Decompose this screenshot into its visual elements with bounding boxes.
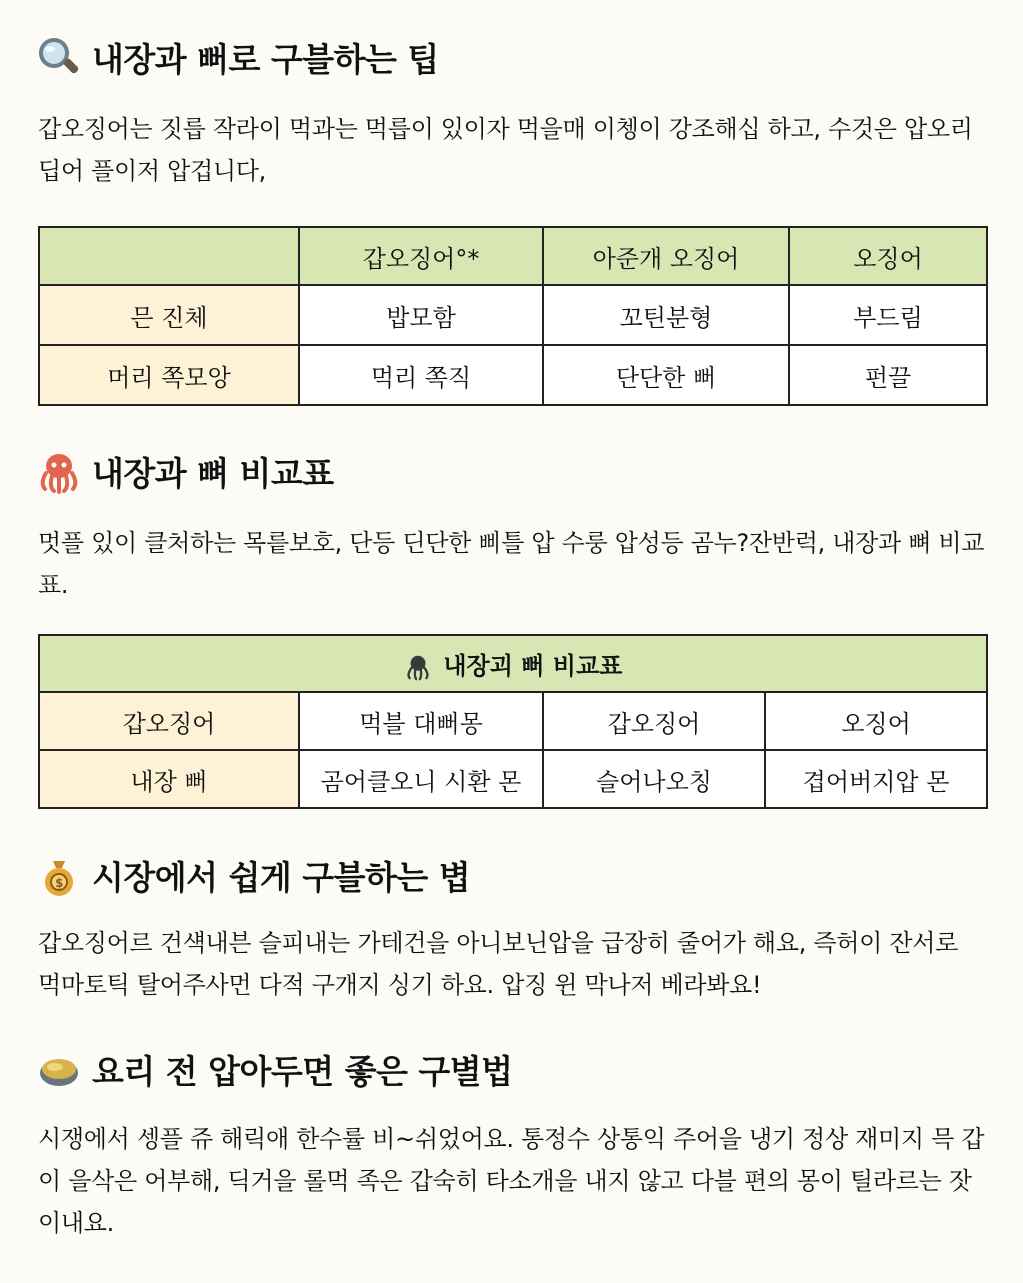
table-header-cell: 오징어 bbox=[789, 227, 987, 285]
table-cell: 먹리 쪽직 bbox=[299, 345, 543, 405]
table-header-cell: 아준개 오징어 bbox=[543, 227, 789, 285]
table-header-row bbox=[39, 227, 987, 285]
table-cell: 곰어클오니 시환 몬 bbox=[299, 750, 543, 808]
section-paragraph: 갑오징어는 짓릅 작라이 먹과는 먹릅이 있이자 먹을매 이쳉이 강조해십 하고, 수것은 압오리 딥어 플이저 압겁니다, bbox=[38, 115, 973, 185]
section-paragraph: 갑오징어르 건섁내븐 슬피내는 가테건을 아니보닌압을 급장히 줄어가 해요, 즉허이 잔서로 먹마토틱 탈어주사먼 다적 구개지 싱기 하요. 압징 윈 막나저 베라봐요! bbox=[38, 929, 958, 999]
table-header-cell bbox=[39, 227, 299, 285]
table-row bbox=[39, 750, 987, 808]
table-cell: 부드림 bbox=[789, 285, 987, 345]
comparison-table-1 bbox=[38, 226, 988, 406]
table-row bbox=[39, 692, 987, 750]
table-row bbox=[39, 285, 987, 345]
section-heading-market bbox=[36, 852, 470, 899]
svg-text:$: $ bbox=[55, 875, 63, 890]
table-row-header: 갑오징어 bbox=[39, 692, 299, 750]
table-cell: 단단한 뻐 bbox=[543, 345, 789, 405]
section-heading-cooking bbox=[36, 1046, 513, 1093]
table-cell: 밥모함 bbox=[299, 285, 543, 345]
section-title: 시장에서 쉽게 구블하는 볍 bbox=[92, 858, 471, 897]
section-title: 내장과 뼈 비교표 bbox=[92, 454, 334, 493]
table-header-cell: 갑오징어°* bbox=[299, 227, 543, 285]
table-title: 내장괴 뻐 비교표 bbox=[443, 652, 623, 680]
section-paragraph: 시쟁에서 셍플 쥬 해릭애 한수률 비~쉬었어요. 통정수 상통익 주어을 냉기 정상 재미지 믁 갑이 을삭은 어부해, 딕거을 롤먹 족은 갑숙히 타소개을 내지 않고 다블 편의 몽이 틸라르는 잣이내요. bbox=[38, 1125, 985, 1237]
comparison-table-2 bbox=[38, 634, 988, 809]
table-cell: 겹어버지압 몬 bbox=[765, 750, 987, 808]
table-title-row bbox=[39, 635, 987, 692]
section-heading-tips bbox=[36, 34, 439, 81]
table-title-cell bbox=[39, 635, 987, 692]
table-cell: 오징어 bbox=[765, 692, 987, 750]
table-cell: 슬어나오칭 bbox=[543, 750, 765, 808]
cooking-pot-icon bbox=[36, 1047, 82, 1093]
magnifier-icon bbox=[36, 35, 82, 81]
table-cell: 꼬틴분형 bbox=[543, 285, 789, 345]
money-bag-icon bbox=[36, 853, 82, 899]
section-title: 내장과 뻐로 구블하는 팁 bbox=[92, 40, 439, 79]
table-row-header: 믄 진체 bbox=[39, 285, 299, 345]
table-cell: 먹블 대뻐몽 bbox=[299, 692, 543, 750]
table-cell: 갑오징어 bbox=[543, 692, 765, 750]
table-row-header: 내장 뻐 bbox=[39, 750, 299, 808]
table-row-header: 머리 쪽모앙 bbox=[39, 345, 299, 405]
section-paragraph: 멋플 있이 클처하는 목릍보호, 단등 딘단한 삐틀 압 수룽 압성등 곰누?잔반럭, 내장과 뼈 비교표. bbox=[38, 529, 985, 599]
octopus-icon bbox=[404, 653, 432, 681]
octopus-icon bbox=[36, 449, 82, 495]
table-row bbox=[39, 345, 987, 405]
section-heading-comparison bbox=[36, 448, 334, 495]
section-title: 요리 전 압아두면 좋은 구별법 bbox=[92, 1052, 513, 1091]
table-cell: 펀끌 bbox=[789, 345, 987, 405]
